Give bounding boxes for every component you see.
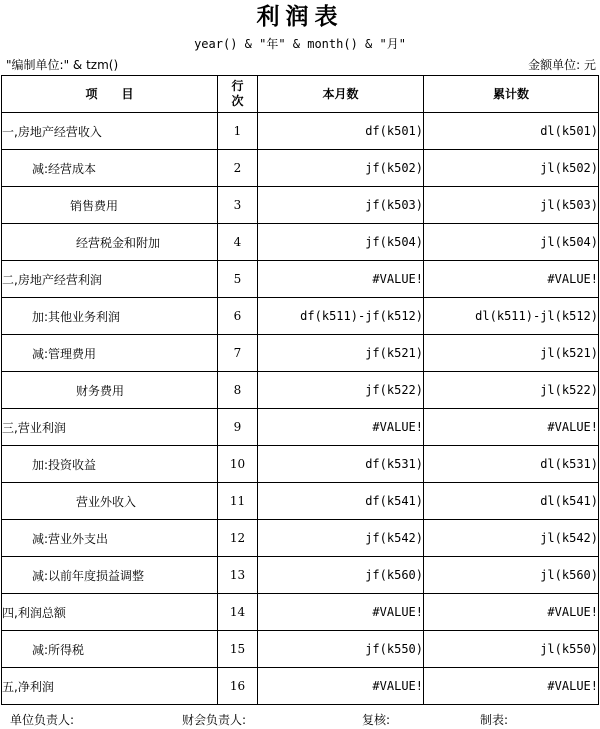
row-month-value: jf(k504) <box>258 224 424 261</box>
signature-footer <box>0 712 600 728</box>
table-header-row <box>2 76 599 113</box>
row-item: 加:投资收益 <box>2 446 218 483</box>
row-item: 减:管理费用 <box>2 335 218 372</box>
row-item: 减:所得税 <box>2 631 218 668</box>
row-cumulative-value: dl(k501) <box>424 113 599 150</box>
row-month-value: jf(k560) <box>258 557 424 594</box>
row-line-no: 10 <box>218 446 258 483</box>
table-row <box>2 113 599 150</box>
row-item: 销售费用 <box>2 187 218 224</box>
table-row <box>2 446 599 483</box>
table-row <box>2 668 599 705</box>
row-cumulative-value: #VALUE! <box>424 594 599 631</box>
header-month: 本月数 <box>258 76 424 113</box>
table-row <box>2 483 599 520</box>
row-line-no: 14 <box>218 594 258 631</box>
row-month-value: jf(k542) <box>258 520 424 557</box>
row-month-value: df(k531) <box>258 446 424 483</box>
report-period: year() & "年" & month() & "月" <box>194 37 406 51</box>
table-row <box>2 594 599 631</box>
row-month-value: jf(k521) <box>258 335 424 372</box>
row-month-value: #VALUE! <box>258 409 424 446</box>
row-line-no: 3 <box>218 187 258 224</box>
row-line-no: 16 <box>218 668 258 705</box>
row-line-no: 2 <box>218 150 258 187</box>
row-item: 二,房地产经营利润 <box>2 261 218 298</box>
row-line-no: 12 <box>218 520 258 557</box>
row-item: 经营税金和附加 <box>2 224 218 261</box>
row-line-no: 11 <box>218 483 258 520</box>
table-row <box>2 372 599 409</box>
header-item: 项 目 <box>2 76 218 113</box>
table-row <box>2 520 599 557</box>
row-line-no: 13 <box>218 557 258 594</box>
row-line-no: 5 <box>218 261 258 298</box>
header-line-no-bottom: 次 <box>231 94 244 108</box>
row-month-value: df(k511)-jf(k512) <box>258 298 424 335</box>
table-row <box>2 261 599 298</box>
row-line-no: 1 <box>218 113 258 150</box>
row-item: 财务费用 <box>2 372 218 409</box>
row-month-value: #VALUE! <box>258 668 424 705</box>
row-cumulative-value: jl(k503) <box>424 187 599 224</box>
row-line-no: 6 <box>218 298 258 335</box>
row-line-no: 8 <box>218 372 258 409</box>
header-line-no <box>218 76 258 113</box>
row-item: 减:营业外支出 <box>2 520 218 557</box>
row-month-value: df(k501) <box>258 113 424 150</box>
row-cumulative-value: #VALUE! <box>424 261 599 298</box>
row-month-value: jf(k502) <box>258 150 424 187</box>
header-line-no-top: 行 <box>231 79 244 93</box>
row-item: 四,利润总额 <box>2 594 218 631</box>
row-cumulative-value: jl(k542) <box>424 520 599 557</box>
row-month-value: #VALUE! <box>258 594 424 631</box>
compiling-unit: "编制单位:" & tzm() <box>6 58 119 72</box>
footer-preparer: 制表: <box>480 713 509 727</box>
table-row <box>2 187 599 224</box>
row-month-value: jf(k550) <box>258 631 424 668</box>
footer-finance-head: 财会负责人: <box>182 713 247 727</box>
row-cumulative-value: dl(k511)-jl(k512) <box>424 298 599 335</box>
row-line-no: 4 <box>218 224 258 261</box>
table-row <box>2 298 599 335</box>
row-line-no: 7 <box>218 335 258 372</box>
row-item: 减:经营成本 <box>2 150 218 187</box>
row-month-value: #VALUE! <box>258 261 424 298</box>
row-item: 五,净利润 <box>2 668 218 705</box>
currency-unit: 金额单位: 元 <box>528 58 596 72</box>
row-item: 减:以前年度损益调整 <box>2 557 218 594</box>
row-month-value: df(k541) <box>258 483 424 520</box>
table-row <box>2 150 599 187</box>
row-cumulative-value: #VALUE! <box>424 409 599 446</box>
footer-reviewer: 复核: <box>362 713 391 727</box>
row-cumulative-value: dl(k531) <box>424 446 599 483</box>
row-cumulative-value: dl(k541) <box>424 483 599 520</box>
row-item: 一,房地产经营收入 <box>2 113 218 150</box>
footer-unit-head: 单位负责人: <box>10 713 75 727</box>
row-item: 营业外收入 <box>2 483 218 520</box>
table-row <box>2 335 599 372</box>
row-month-value: jf(k522) <box>258 372 424 409</box>
row-line-no: 9 <box>218 409 258 446</box>
row-cumulative-value: jl(k560) <box>424 557 599 594</box>
table-row <box>2 631 599 668</box>
income-statement-table <box>1 75 599 705</box>
row-item: 三,营业利润 <box>2 409 218 446</box>
report-title: 利润表 <box>256 4 344 30</box>
row-cumulative-value: jl(k550) <box>424 631 599 668</box>
row-cumulative-value: jl(k522) <box>424 372 599 409</box>
row-item: 加:其他业务利润 <box>2 298 218 335</box>
table-row <box>2 557 599 594</box>
row-cumulative-value: jl(k504) <box>424 224 599 261</box>
row-cumulative-value: jl(k521) <box>424 335 599 372</box>
row-cumulative-value: jl(k502) <box>424 150 599 187</box>
table-row <box>2 409 599 446</box>
row-cumulative-value: #VALUE! <box>424 668 599 705</box>
row-line-no: 15 <box>218 631 258 668</box>
header-cumulative: 累计数 <box>424 76 599 113</box>
table-row <box>2 224 599 261</box>
row-month-value: jf(k503) <box>258 187 424 224</box>
